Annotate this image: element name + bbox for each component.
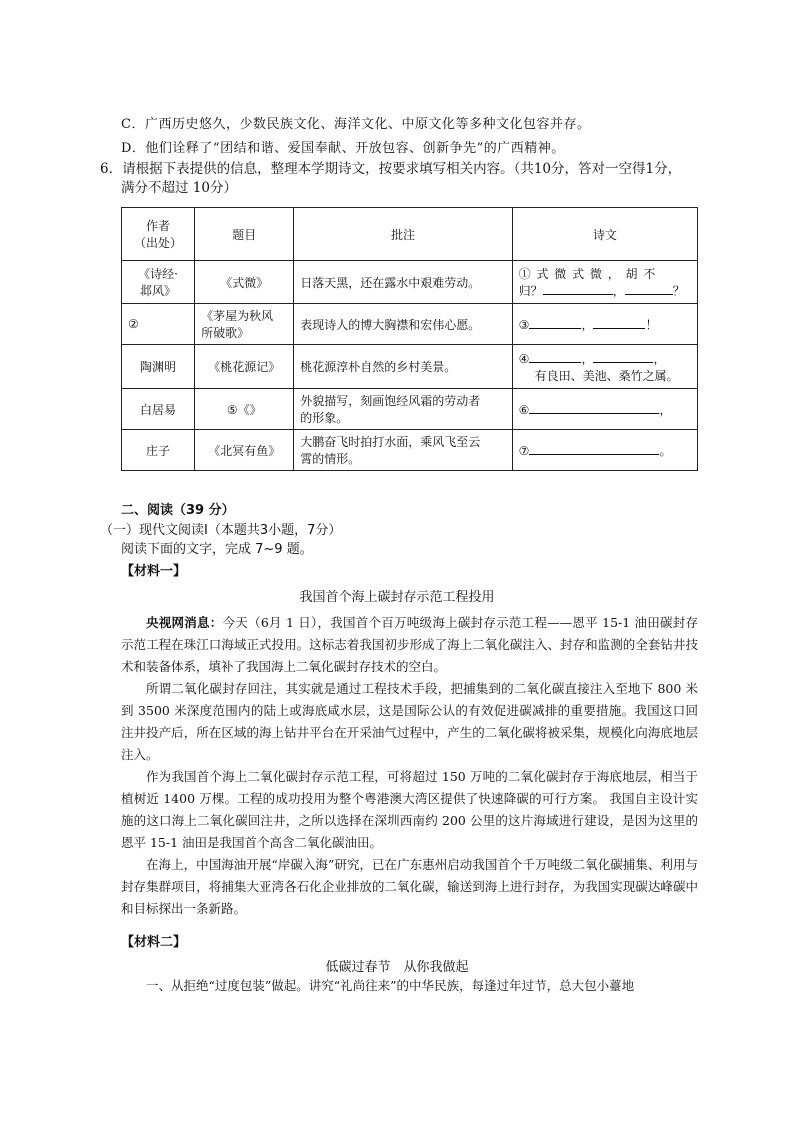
row1-poem-sep: ， bbox=[612, 284, 625, 298]
row1-poem-end: ？ bbox=[672, 284, 685, 298]
row3-poem bbox=[512, 345, 697, 389]
question-6-line2: 满分不超过 10分） bbox=[121, 180, 237, 196]
table-row bbox=[122, 261, 698, 304]
material2-p1: 一、从拒绝“过度包装”做起。讲究“礼尚往来”的中华民族，每逢过年过节，总大包小薹地 bbox=[146, 978, 635, 993]
section-2-heading: 二、阅读（39 分） bbox=[121, 503, 235, 518]
row4-note-line2: 的形象。 bbox=[300, 411, 349, 425]
row3-poem-end: ， bbox=[653, 351, 666, 366]
row3-title: 《桃花源记》 bbox=[195, 345, 294, 389]
material2-title: 低碳过春节 从你我做起 bbox=[325, 960, 469, 975]
table-header-row bbox=[122, 208, 698, 261]
row2-poem-start: ③ bbox=[518, 317, 530, 332]
row5-note-line2: 霄的情形。 bbox=[300, 452, 361, 466]
answer-blank[interactable] bbox=[593, 316, 645, 329]
row5-author: 庄子 bbox=[122, 430, 195, 471]
row1-poem-line1: ① 式 微 式 微 ， 胡 不 bbox=[518, 267, 657, 281]
section-2-sub: （一）现代文阅读Ⅰ（本题共3小题，7分） bbox=[100, 523, 342, 538]
row4-author: 白居易 bbox=[122, 389, 195, 430]
row1-author-line1: 《诗经· bbox=[138, 267, 178, 281]
material2-body bbox=[121, 975, 698, 997]
row4-poem-end: ， bbox=[659, 402, 672, 417]
material1-body bbox=[121, 612, 698, 920]
row4-title: ⑤《》 bbox=[195, 389, 294, 430]
material1-paragraph bbox=[121, 612, 698, 678]
row2-author: ② bbox=[122, 304, 195, 345]
material1-p3: 作为我国首个海上二氧化碳封存示范工程，可将超过 150 万吨的二氧化碳封存于海底地层，相当于植树近 1400 万棵。工程的成功投用为整个粤港澳大湾区提供了快速降碳的可行方案。 我国自主设计实施的这口海上二氧化碳回注井，之所以选择在深圳西南约 200 公里的这片海域进行建设，是因为这里的恩平 15-1 油田是我国首个高含二氧化碳油田。 bbox=[121, 769, 698, 850]
row3-poem-line2: 有良田、美池、桑竹之属。 bbox=[534, 368, 679, 383]
option-d: D．他们诠释了“团结和谐、爱国奉献、开放包容、创新争先”的广西精神。 bbox=[121, 141, 565, 156]
material1-lead: 央视网消息： bbox=[146, 615, 223, 630]
material2-label: 【材料二】 bbox=[121, 935, 187, 950]
table-row bbox=[122, 389, 698, 430]
row3-poem-line1 bbox=[519, 350, 691, 367]
row4-note-line1: 外貌描写，刻画饱经风霜的劳动者 bbox=[300, 394, 481, 408]
row5-poem bbox=[512, 430, 697, 471]
table-row bbox=[122, 345, 698, 389]
row2-title-line2: 所破歌》 bbox=[201, 326, 250, 340]
answer-blank[interactable] bbox=[593, 350, 653, 363]
header-author bbox=[122, 208, 195, 261]
row3-author: 陶渊明 bbox=[122, 345, 195, 389]
table-row bbox=[122, 304, 698, 345]
row3-poem-sep: ， bbox=[581, 351, 594, 366]
answer-blank[interactable] bbox=[529, 350, 581, 363]
row2-note: 表现诗人的博大胸襟和宏伟心愿。 bbox=[294, 304, 512, 345]
answer-blank[interactable] bbox=[529, 442, 659, 455]
header-poem: 诗文 bbox=[512, 208, 697, 261]
row5-poem-end: 。 bbox=[659, 443, 672, 458]
row2-poem bbox=[512, 304, 697, 345]
header-author-line1: 作者 bbox=[146, 219, 171, 233]
row2-poem-end: ！ bbox=[645, 317, 658, 332]
row4-poem-start: ⑥ bbox=[518, 402, 530, 417]
row3-note: 桃花源淳朴自然的乡村美景。 bbox=[294, 345, 512, 389]
row2-title bbox=[195, 304, 294, 345]
section-2-instruction: 阅读下面的文字，完成 7~9 题。 bbox=[121, 542, 313, 557]
header-title: 题目 bbox=[195, 208, 294, 261]
answer-blank[interactable] bbox=[529, 316, 581, 329]
question-6-line1: 6．请根据下表提供的信息，整理本学期诗文，按要求填写相关内容。（共10分，答对一空得1分， bbox=[100, 161, 682, 177]
answer-blank[interactable] bbox=[529, 401, 659, 414]
material1-title: 我国首个海上碳封存示范工程投用 bbox=[299, 590, 495, 605]
row5-note bbox=[294, 430, 512, 471]
row2-poem-sep: ， bbox=[581, 317, 594, 332]
material1-label: 【材料一】 bbox=[121, 564, 187, 579]
row1-author bbox=[122, 261, 195, 304]
header-note: 批注 bbox=[294, 208, 512, 261]
material1-p1: 今天（6月 1 日），我国首个百万吨级海上碳封存示范工程——恩平 15-1 油田碳封存示范工程在珠江口海域正式投用。这标志着我国初步形成了海上二氧化碳注入、封存和监测的全套钻井技术和装备体系，填补了我国海上二氧化碳封存技术的空白。 bbox=[121, 615, 698, 674]
row3-poem-start: ④ bbox=[518, 351, 530, 366]
row1-author-line2: 邶风》 bbox=[140, 284, 177, 298]
option-c: C．广西历史悠久，少数民族文化、海洋文化、中原文化等多种文化包容并存。 bbox=[121, 117, 591, 132]
poem-table bbox=[121, 207, 698, 471]
row1-poem bbox=[512, 261, 697, 304]
answer-blank[interactable] bbox=[625, 282, 673, 295]
row1-note: 日落天黑，还在露水中艰难劳动。 bbox=[294, 261, 512, 304]
answer-blank[interactable] bbox=[543, 282, 613, 295]
row1-poem-line2 bbox=[519, 282, 691, 299]
row1-poem-start: 归？ bbox=[518, 284, 543, 298]
row1-title: 《式微》 bbox=[195, 261, 294, 304]
row5-title: 《北冥有鱼》 bbox=[195, 430, 294, 471]
material1-p2: 所谓二氧化碳封存回注，其实就是通过工程技术手段，把捕集到的二氧化碳直接注入至地下 800 米到 3500 米深度范围内的陆上或海底咸水层，这是国际公认的有效促进碳减排的重要措施。我国这口回注井投产后，所在区域的海上钻井平台在开采油气过程中，产生的二氧化碳将被采集，规模化向海底地层注入。 bbox=[121, 681, 698, 762]
header-author-line2: （出处） bbox=[134, 236, 183, 250]
material1-p4: 在海上，中国海油开展“岸碳入海”研究，已在广东惠州启动我国首个千万吨级二氧化碳捕集、利用与封存集群项目，将捕集大亚湾各石化企业排放的二氧化碳，输送到海上进行封存，为我国实现碳达峰碳中和目标探出一条新路。 bbox=[121, 857, 698, 916]
row5-note-line1: 大鹏奋飞时拍打水面，乘风飞至云 bbox=[300, 435, 481, 449]
table-row bbox=[122, 430, 698, 471]
row5-poem-start: ⑦ bbox=[518, 443, 530, 458]
row4-poem bbox=[512, 389, 697, 430]
row4-note bbox=[294, 389, 512, 430]
row2-title-line1: 《茅屋为秋风 bbox=[201, 309, 274, 323]
